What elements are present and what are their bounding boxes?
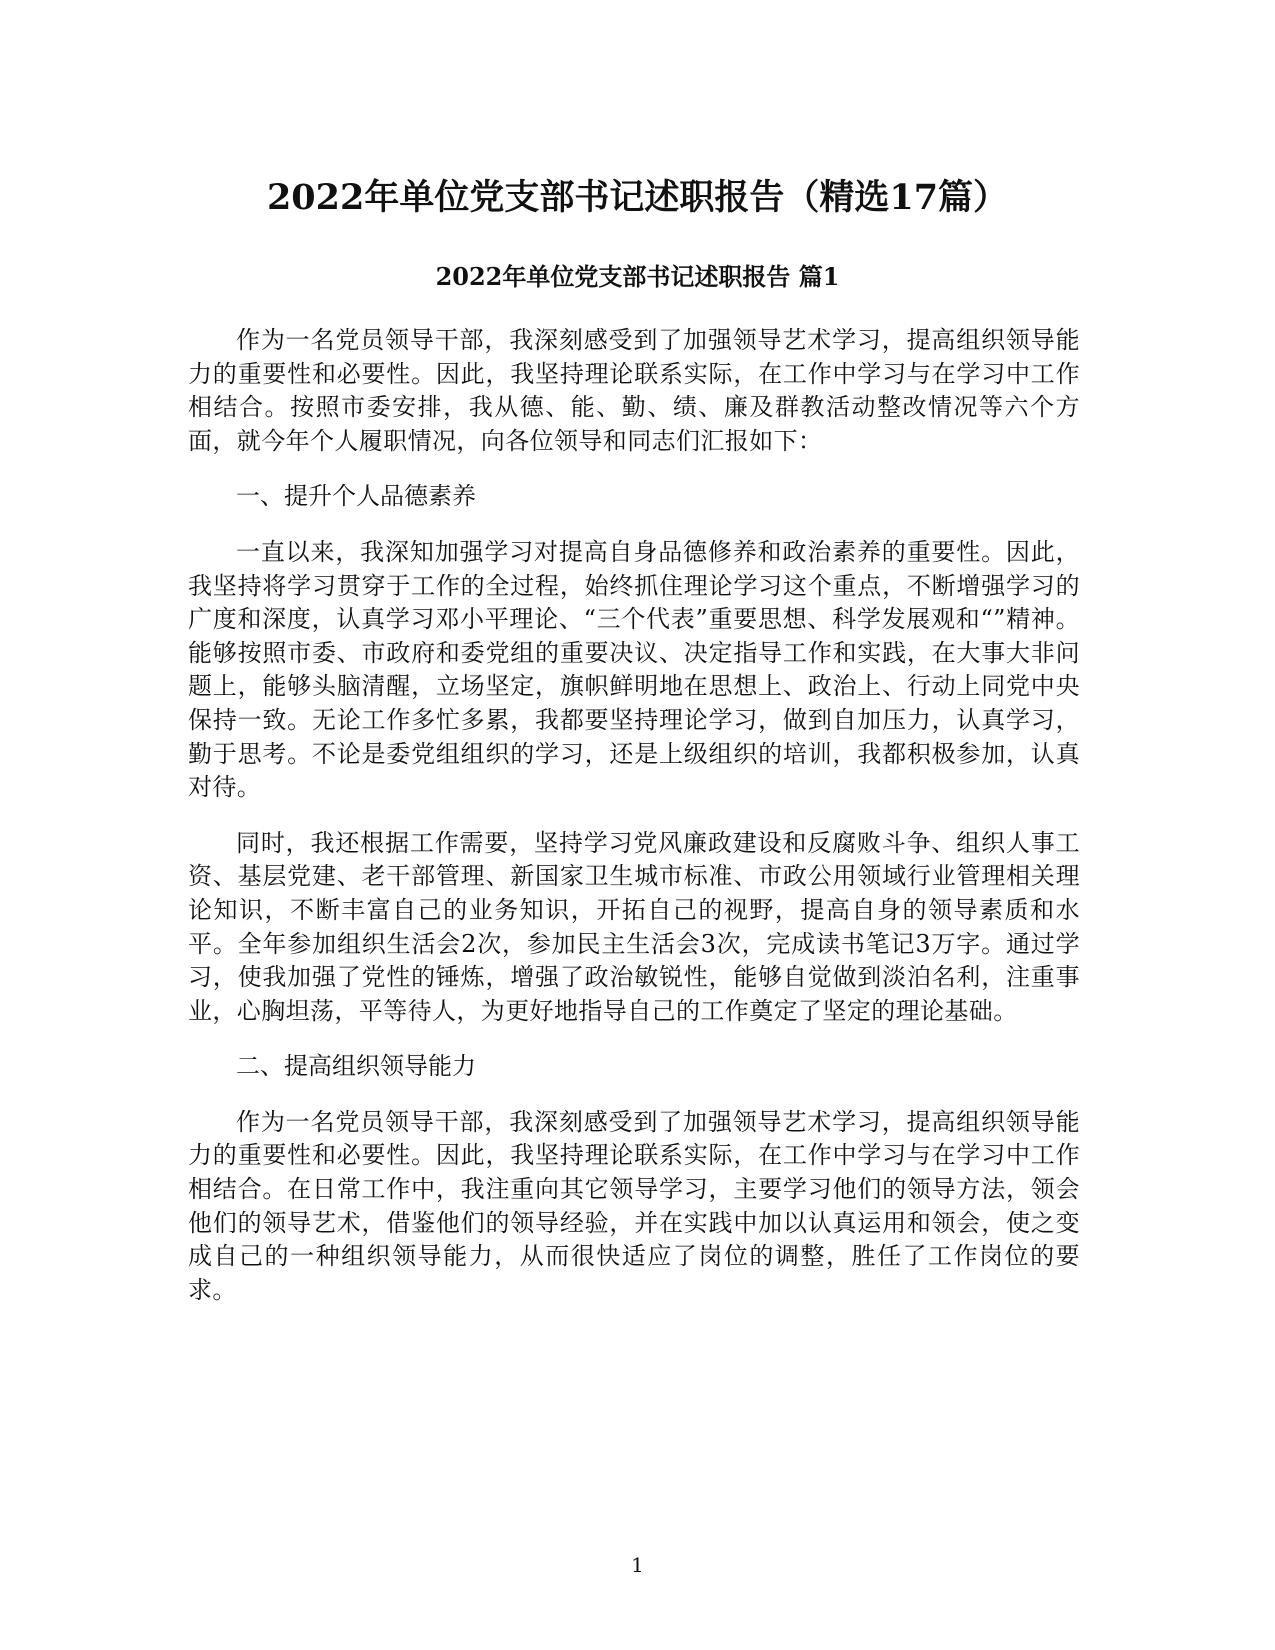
subheading-moral-quality: 一、提升个人品德素养 — [236, 482, 476, 511]
document-body — [188, 324, 1080, 1329]
paragraph-intro: 作为一名党员领导干部，我深刻感受到了加强领导艺术学习，提高组织领导能力的重要性和必要性。因此，我坚持理论联系实际，在工作中学习与在学习中工作相结合。按照市委安排，我从德、能、勤、绩、廉及群教活动整改情况等六个方面，就今年个人履职情况，向各位领导和同志们汇报如下： — [188, 326, 1080, 455]
paragraph-leadership: 作为一名党员领导干部，我深刻感受到了加强领导艺术学习，提高组织领导能力的重要性和必要性。因此，我坚持理论联系实际，在工作中学习与在学习中工作相结合。在日常工作中，我注重向其它领导学习，主要学习他们的领导方法，领会他们的领导艺术，借鉴他们的领导经验，并在实践中加以认真运用和领会，使之变成自己的一种组织领导能力，从而很快适应了岗位的调整，胜任了工作岗位的要求。 — [188, 1107, 1080, 1304]
subheading-leadership: 二、提高组织领导能力 — [236, 1052, 476, 1081]
paragraph-work-knowledge: 同时，我还根据工作需要，坚持学习党风廉政建设和反腐败斗争、组织人事工资、基层党建、老干部管理、新国家卫生城市标准、市政公用领域行业管理相关理论知识，不断丰富自己的业务知识，开拓自己的视野，提高自身的领导素质和水平。全年参加组织生活会2次，参加民主生活会3次，完成读书笔记3万字。通过学习，使我加强了党性的锤炼，增强了政治敏锐性，能够自觉做到淡泊名利，注重事业，心胸坦荡，平等待人，为更好地指导自己的工作奠定了坚定的理论基础。 — [188, 828, 1080, 1025]
section-title: 2022年单位党支部书记述职报告 篇1 — [435, 262, 840, 291]
paragraph-study: 一直以来，我深知加强学习对提高自身品德修养和政治素养的重要性。因此，我坚持将学习贯穿于工作的全过程，始终抓住理论学习这个重点，不断增强学习的广度和深度，认真学习邓小平理论、“三个代表”重要思想、科学发展观和“”精神。能够按照市委、市政府和委党组的重要决议、决定指导工作和实践，在大事大非问题上，能够头脑清醒，立场坚定，旗帜鲜明地在思想上、政治上、行动上同党中央保持一致。无论工作多忙多累，我都要坚持理论学习，做到自加压力，认真学习，勤于思考。不论是委党组组织的学习，还是上级组织的培训，我都积极参加，认真对待。 — [188, 537, 1080, 802]
document-title: 2022年单位党支部书记述职报告（精选17篇） — [266, 177, 1009, 218]
page-number: 1 — [631, 1553, 644, 1577]
